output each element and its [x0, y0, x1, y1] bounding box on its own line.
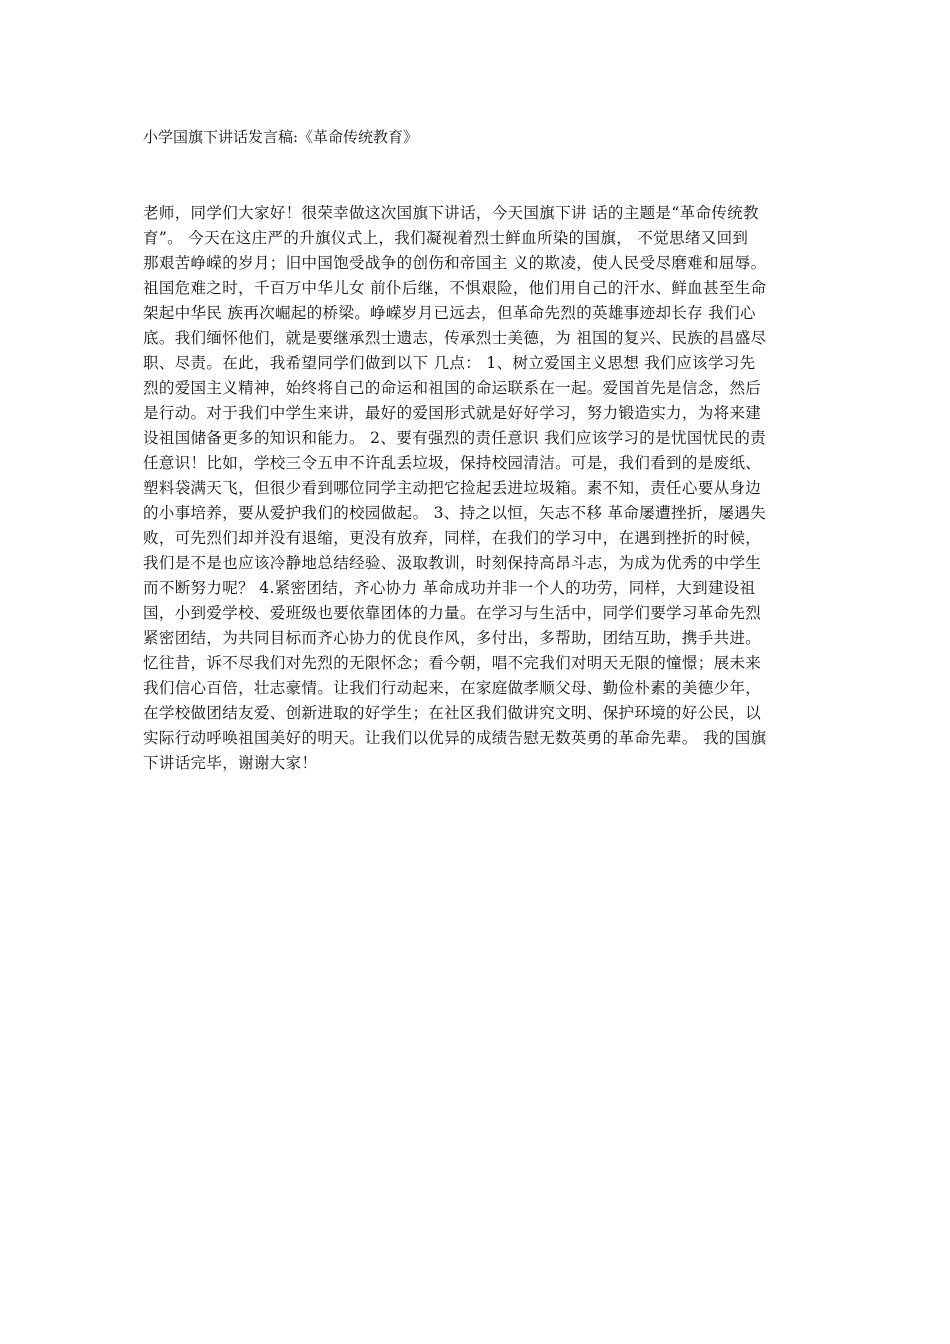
body-line: 我们是不是也应该冷静地总结经验、汲取教训，时刻保持高昂斗志，为成为优秀的中学生: [143, 554, 762, 572]
body-line: 紧密团结，为共同目标而齐心协力的优良作风，多付出，多帮助，团结互助，携手共进。: [143, 629, 762, 647]
body-line: 实际行动呼唤祖国美好的明天。让我们以优异的成绩告慰无数英勇的革命先辈。 我的国旗: [143, 729, 767, 747]
document-body: [143, 201, 808, 776]
body-line: 那艰苦峥嵘的岁月；旧中国饱受战争的创伤和帝国主 义的欺凌，使人民受尽磨难和屈辱。: [143, 254, 767, 272]
body-line: 国，小到爱学校、爱班级也要依靠团体的力量。在学习与生活中，同学们要学习革命先烈: [143, 604, 762, 622]
body-line: 任意识！比如，学校三令五申不许乱丢垃圾，保持校园清洁。可是，我们看到的是废纸、: [143, 454, 762, 472]
body-line: 祖国危难之时，千百万中华儿女 前仆后继，不惧艰险，他们用自己的汗水、鲜血甚至生命: [143, 279, 767, 297]
body-line: 我们信心百倍，壮志豪情。让我们行动起来，在家庭做孝顺父母、勤俭朴素的美德少年，: [143, 679, 762, 697]
body-line: 是行动。对于我们中学生来讲，最好的爱国形式就是好好学习，努力锻造实力，为将来建: [143, 404, 762, 422]
body-line: 底。我们缅怀他们，就是要继承烈士遗志，传承烈士美德，为 祖国的复兴、民族的昌盛尽: [143, 329, 767, 347]
body-line: 而不断努力呢？ 4.紧密团结，齐心协力 革命成功并非一个人的功劳，同样，大到建设祖: [143, 579, 756, 597]
document-title: 小学国旗下讲话发言稿:《革命传统教育》: [143, 128, 419, 146]
body-line: 的小事培养，要从爱护我们的校园做起。 3、持之以恒，矢志不移 革命屡遭挫折，屡遇失: [143, 504, 767, 522]
body-line: 育”。 今天在这庄严的升旗仪式上，我们凝视着烈士鲜血所染的国旗， 不觉思绪又回到: [143, 229, 749, 247]
body-line: 老师，同学们大家好！很荣幸做这次国旗下讲话，今天国旗下讲 话的主题是“革命传统教: [143, 204, 759, 222]
body-line: 架起中华民 族再次崛起的桥梁。峥嵘岁月已远去，但革命先烈的英雄事迹却长存 我们心: [143, 304, 756, 322]
body-line: 设祖国储备更多的知识和能力。 2、要有强烈的责任意识 我们应该学习的是忧国忧民的责: [143, 429, 767, 447]
body-line: 烈的爱国主义精神，始终将自己的命运和祖国的命运联系在一起。爱国首先是信念，然后: [143, 379, 762, 397]
body-line: 在学校做团结友爱、创新进取的好学生；在社区我们做讲究文明、保护环境的好公民，以: [143, 704, 762, 722]
body-line: 败，可先烈们却并没有退缩，更没有放弃，同样，在我们的学习中，在遇到挫折的时候，: [143, 529, 762, 547]
body-line: 忆往昔，诉不尽我们对先烈的无限怀念；看今朝，唱不完我们对明天无限的憧憬；展未来: [143, 654, 762, 672]
body-line: 职、尽责。在此，我希望同学们做到以下 几点： 1、树立爱国主义思想 我们应该学习先: [143, 354, 756, 372]
body-line: 塑料袋满天飞，但很少看到哪位同学主动把它捡起丢进垃圾箱。素不知，责任心要从身边: [143, 479, 762, 497]
body-line: 下讲话完毕，谢谢大家！: [143, 754, 318, 772]
